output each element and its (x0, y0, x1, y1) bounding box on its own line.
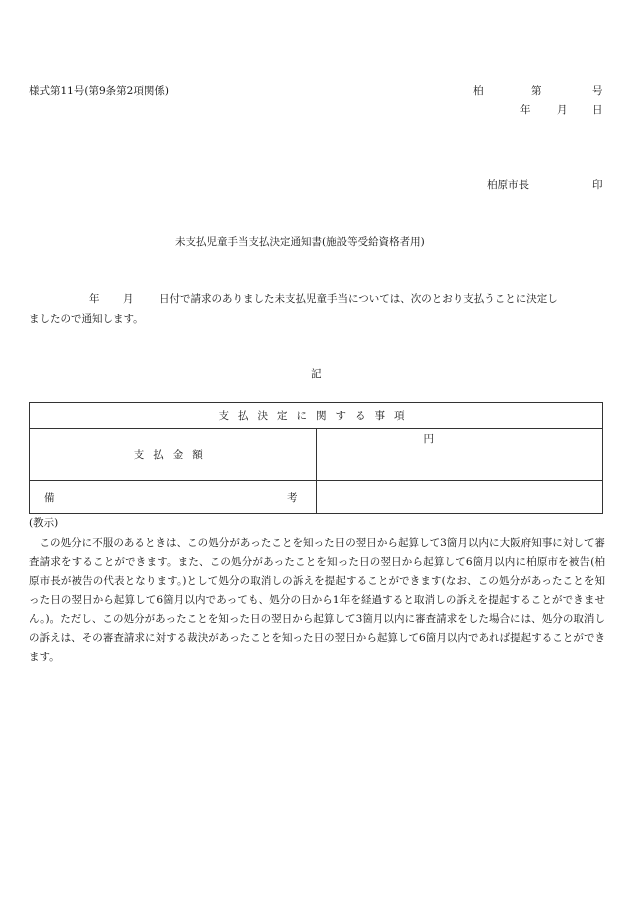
document-number-prefix: 柏 (473, 85, 484, 97)
remarks-field[interactable] (316, 481, 603, 514)
intro-year: 年 (89, 293, 100, 305)
payment-decision-table (29, 402, 603, 514)
amount-label: 支払金額 (30, 429, 317, 481)
seal-mark: 印 (592, 179, 603, 191)
issue-date-year: 年 (520, 104, 531, 116)
ki-heading: 記 (311, 368, 322, 380)
intro-month: 月 (123, 293, 134, 305)
amount-field[interactable] (316, 429, 603, 481)
remarks-row (30, 481, 603, 514)
document-number-go: 号 (592, 85, 603, 97)
document-title: 未支払児童手当支払決定通知書(施設等受給資格者用) (175, 236, 425, 248)
intro-text-line2: ましたので通知します。 (29, 313, 144, 325)
remarks-label-right: 考 (287, 491, 298, 504)
notice-body: この処分に不服のあるときは、この処分があったことを知った日の翌日から起算して3箇月以内に大阪府知事に対して審査請求をすることができます。また、この処分があったことを知った日の翌日から起算して6箇月以内に柏原市を被告(柏原市長が被告の代表となります。)として処分の取消しの訴えを提起することができます(なお、この処分があったことを知った日の翌日から起算して6箇月以内であっても、処分の日から1年を経過すると取消しの訴えを提起することができません。)。ただし、この処分があったことを知った日の翌日から起算して3箇月以内に審査請求をした場合には、処分の取消しの訴えは、その審査請求に対する裁決があったことを知った日の翌日から起算して6箇月以内であれば提起することができます。 (29, 537, 605, 663)
document-number-dai: 第 (531, 85, 542, 97)
amount-row (30, 429, 603, 481)
remarks-label (30, 481, 317, 514)
issuer-title: 柏原市長 (487, 179, 529, 191)
issue-date-day: 日 (592, 104, 603, 116)
intro-text: 日付で請求のありました未支払児童手当については、次のとおり支払うことに決定し (159, 293, 558, 305)
issue-date-month: 月 (557, 104, 568, 116)
table-header: 支払決定に関する事項 (30, 403, 603, 429)
notice-title: (教示) (29, 517, 59, 529)
remarks-label-left: 備 (44, 491, 55, 504)
yen-unit: 円 (423, 433, 434, 445)
form-number-label: 様式第11号(第9条第2項関係) (29, 85, 169, 97)
